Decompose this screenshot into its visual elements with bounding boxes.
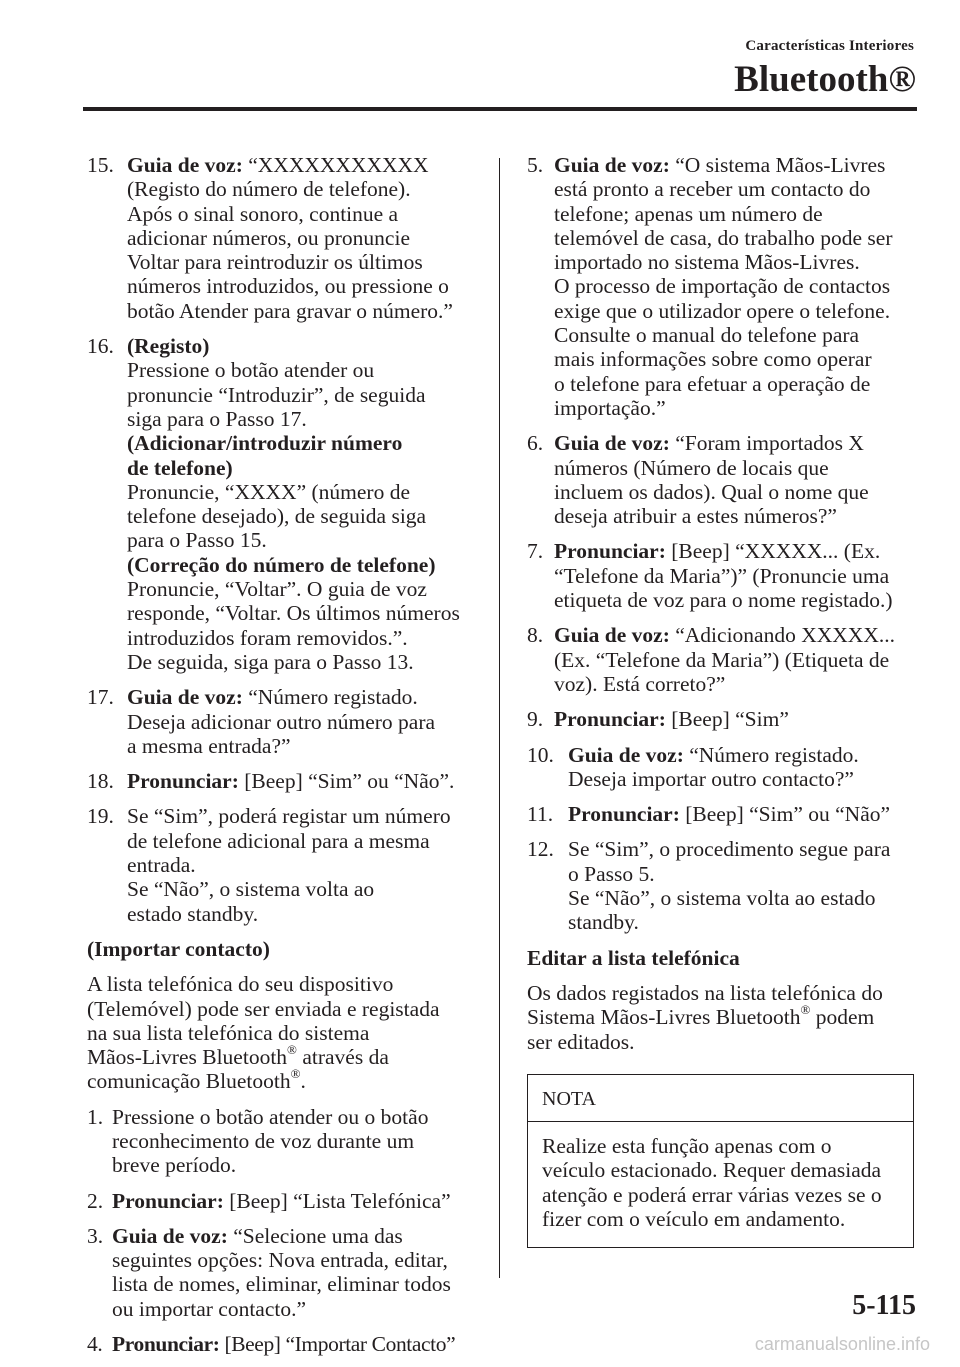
registered-mark: ®	[800, 1002, 811, 1018]
step-number: 9.	[527, 707, 544, 732]
step-number: 4.	[87, 1332, 103, 1357]
step-text: [Beep] “Sim” ou “Não”	[679, 802, 891, 827]
step-number: 16.	[87, 334, 114, 359]
step-label: Pronunciar:	[554, 539, 666, 564]
step-text: “XXXXXXXXXXX (Registo do número de telefone). Após o sinal sonoro, continue a adicionar números, ou pronuncie Voltar para reintroduzir os últimos números introduzidos, ou pressione o botão Atender para gravar o número.”	[127, 153, 453, 323]
header-section: Características Interiores	[745, 38, 914, 54]
step-label: Pronunciar:	[112, 1332, 220, 1357]
step-label: Guia de voz:	[554, 623, 670, 648]
sub-heading-adicionar: (Adicionar/introduzir número de telefone)	[127, 431, 403, 480]
import-heading: (Importar contacto)	[87, 936, 270, 961]
step-number: 19.	[87, 804, 114, 829]
step-label: Guia de voz:	[554, 431, 670, 456]
step-text: “Número registado. Deseja importar outro contacto?”	[568, 742, 859, 791]
sub-heading-correcao: (Correção do número de telefone)	[127, 552, 436, 577]
edit-paragraph: Os dados registados na lista telefónica do Sistema Mãos-Livres Bluetooth® podem ser editados.	[527, 980, 883, 1054]
step-text: [Beep] “XXXXX... (Ex. “Telefone da Maria”)” (Pronuncie uma etiqueta de voz para o nome registado.)	[554, 539, 893, 613]
import-step-2	[87, 1189, 485, 1213]
import-step-7	[527, 539, 917, 612]
import-step-11	[527, 802, 917, 826]
step-18	[87, 769, 485, 793]
import-step-4	[87, 1332, 485, 1356]
step-number: 1.	[87, 1104, 104, 1129]
step-label: Guia de voz:	[554, 153, 670, 177]
step-label: Guia de voz:	[568, 742, 684, 767]
left-column	[87, 153, 485, 1367]
step-number: 2.	[87, 1188, 104, 1213]
import-step-10	[527, 743, 917, 792]
step-text: Se “Sim”, poderá registar um número de telefone adicional para a mesma entrada. Se “Não”, o sistema volta ao estado standby.	[127, 804, 451, 926]
step-text: “Número registado. Deseja adicionar outro número para a mesma entrada?”	[127, 685, 436, 758]
registered-mark: ®	[290, 1066, 301, 1082]
step-number: 17.	[87, 685, 114, 710]
sub-heading-registo: (Registo)	[127, 334, 210, 359]
step-label: Pronunciar:	[112, 1188, 224, 1213]
import-step-8	[527, 623, 917, 696]
step-16	[87, 334, 485, 674]
step-number: 5.	[527, 153, 544, 177]
import-step-9	[527, 707, 917, 731]
step-number: 6.	[527, 431, 544, 456]
step-text: [Beep] “Importar Contacto”	[219, 1332, 456, 1357]
step-text: “Foram importados X números (Número de locais que incluem os dados). Qual o nome que deseja atribuir a estes números?”	[554, 431, 869, 529]
step-text: [Beep] “Lista Telefónica”	[223, 1188, 451, 1213]
import-step-3	[87, 1224, 485, 1321]
step-number: 7.	[527, 539, 544, 564]
import-step-12	[527, 837, 917, 934]
step-number: 11.	[527, 802, 554, 827]
step-label: Guia de voz:	[112, 1223, 228, 1248]
step-number: 18.	[87, 769, 114, 794]
import-step-5	[527, 153, 917, 420]
header-rule	[83, 107, 917, 111]
column-divider	[499, 158, 500, 1278]
step-text: [Beep] “Sim” ou “Não”.	[238, 769, 455, 794]
right-column	[527, 153, 917, 1248]
step-15	[87, 153, 485, 323]
step-label: Guia de voz:	[127, 153, 243, 177]
nota-text: Realize esta função apenas com o veículo estacionado. Requer demasiada atenção e poderá errar várias vezes se o fizer com o veículo em andamento.	[542, 1134, 882, 1231]
step-17	[87, 685, 485, 758]
step-19	[87, 804, 485, 925]
step-number: 12.	[527, 837, 554, 862]
step-label: Pronunciar:	[127, 769, 239, 794]
nota-box	[527, 1074, 914, 1248]
step-text: [Beep] “Sim”	[665, 707, 789, 732]
step-label: Pronunciar:	[568, 802, 680, 827]
header-title: Bluetooth®	[734, 59, 916, 100]
step-label: Pronunciar:	[554, 707, 666, 732]
step-number: 3.	[87, 1223, 104, 1248]
step-number: 15.	[87, 153, 114, 177]
step-text: Pronuncie, “Voltar”. O guia de voz responde, “Voltar. Os últimos números introduzidos foram removidos.”. De seguida, siga para o Passo 13.	[127, 577, 460, 674]
step-text: “Selecione uma das seguintes opções: Nova entrada, editar, lista de nomes, eliminar, eliminar todos ou importar contacto.”	[112, 1223, 451, 1321]
nota-title: NOTA	[528, 1075, 913, 1122]
import-paragraph: A lista telefónica do seu dispositivo (Telemóvel) pode ser enviada e registada na sua lista telefónica do sistema Mãos-Livres Bluetooth® através da comunicação Bluetooth®.	[87, 972, 440, 1094]
step-text: Pressione o botão atender ou pronuncie “Introduzir”, de seguida siga para o Passo 17.	[127, 358, 426, 431]
page-number: 5-115	[852, 1290, 916, 1321]
step-text: “O sistema Mãos-Livres está pronto a receber um contacto do telefone; apenas um número de telemóvel de casa, do trabalho pode ser importado no sistema Mãos-Livres. O processo de importação de contactos exige que o utilizador opere o telefone. Consulte o manual do telefone para mais informações sobre como operar o telefone para efetuar a operação de importação.”	[554, 153, 893, 420]
step-text: Pressione o botão atender ou o botão reconhecimento de voz durante um breve período.	[112, 1104, 429, 1178]
registered-mark: ®	[287, 1041, 297, 1057]
step-number: 8.	[527, 623, 544, 648]
step-text: Pronuncie, “XXXX” (número de telefone desejado), de seguida siga para o Passo 15.	[127, 479, 427, 553]
edit-heading: Editar a lista telefónica	[527, 945, 740, 970]
step-text: Se “Sim”, o procedimento segue para o Passo 5. Se “Não”, o sistema volta ao estado standby.	[568, 837, 891, 935]
watermark: carmanualsonline.info	[754, 1334, 930, 1354]
step-number: 10.	[527, 742, 554, 767]
import-step-6	[527, 431, 917, 528]
import-step-1	[87, 1105, 485, 1178]
step-text: “Adicionando XXXXX... (Ex. “Telefone da Maria”) (Etiqueta de voz). Está correto?”	[554, 623, 895, 696]
step-label: Guia de voz:	[127, 685, 243, 710]
